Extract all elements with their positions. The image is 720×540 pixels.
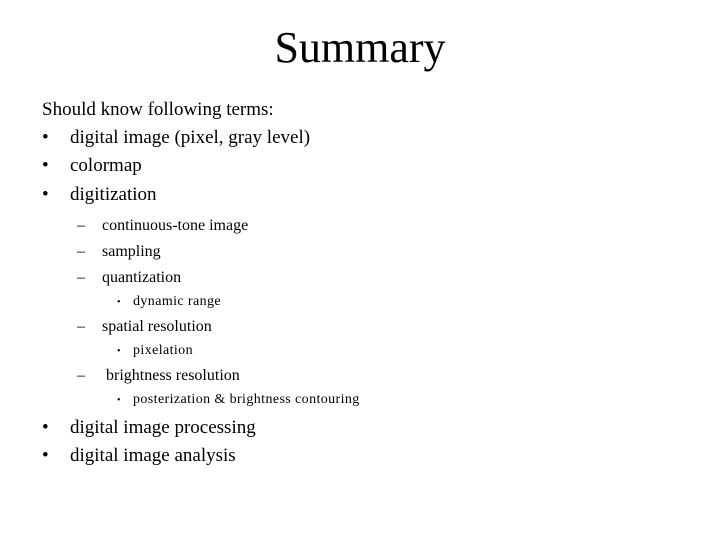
sub-sub-item-text: pixelation	[133, 343, 193, 358]
sub-item-text: spatial resolution	[102, 318, 212, 335]
bullet-marker: •	[42, 155, 49, 176]
sub-item-text: continuous-tone image	[102, 217, 249, 234]
sub-item-text: brightness resolution	[106, 367, 240, 384]
bullet-marker: •	[42, 417, 49, 438]
dash-marker: –	[77, 318, 85, 335]
sub-item	[77, 315, 212, 339]
dash-marker: –	[77, 269, 85, 286]
bullet-text: digitization	[70, 184, 157, 205]
sub-sub-item-text: posterization & brightness contouring	[133, 392, 360, 407]
dash-marker: –	[77, 243, 85, 260]
sub-item	[77, 214, 248, 238]
bullet-text: digital image processing	[70, 417, 256, 438]
bullet-marker: •	[42, 445, 49, 466]
sub-item-text: quantization	[102, 269, 182, 286]
bullet-marker: •	[42, 184, 49, 205]
sub-item	[77, 266, 181, 290]
bullet-text: digital image (pixel, gray level)	[70, 127, 311, 148]
bullet-text: colormap	[70, 155, 142, 176]
bullet-marker: •	[117, 297, 121, 308]
intro-text: Should know following terms:	[42, 99, 274, 120]
bullet-item	[42, 124, 310, 152]
sub-item	[77, 364, 240, 388]
bullet-item	[42, 414, 256, 442]
bullet-marker: •	[42, 127, 49, 148]
sub-item	[77, 240, 161, 264]
bullet-text: digital image analysis	[70, 445, 236, 466]
slide-title: Summary	[274, 23, 446, 72]
sub-item-text: sampling	[102, 243, 161, 260]
bullet-item	[42, 442, 236, 470]
sub-sub-item	[117, 341, 193, 362]
bullet-item	[42, 181, 157, 209]
dash-marker: –	[77, 367, 85, 384]
sub-sub-item	[117, 390, 360, 411]
bullet-item	[42, 152, 142, 180]
sub-sub-item	[117, 292, 221, 313]
dash-marker: –	[77, 217, 85, 234]
bullet-marker: •	[117, 395, 121, 406]
bullet-marker: •	[117, 346, 121, 357]
sub-sub-item-text: dynamic range	[133, 294, 221, 309]
